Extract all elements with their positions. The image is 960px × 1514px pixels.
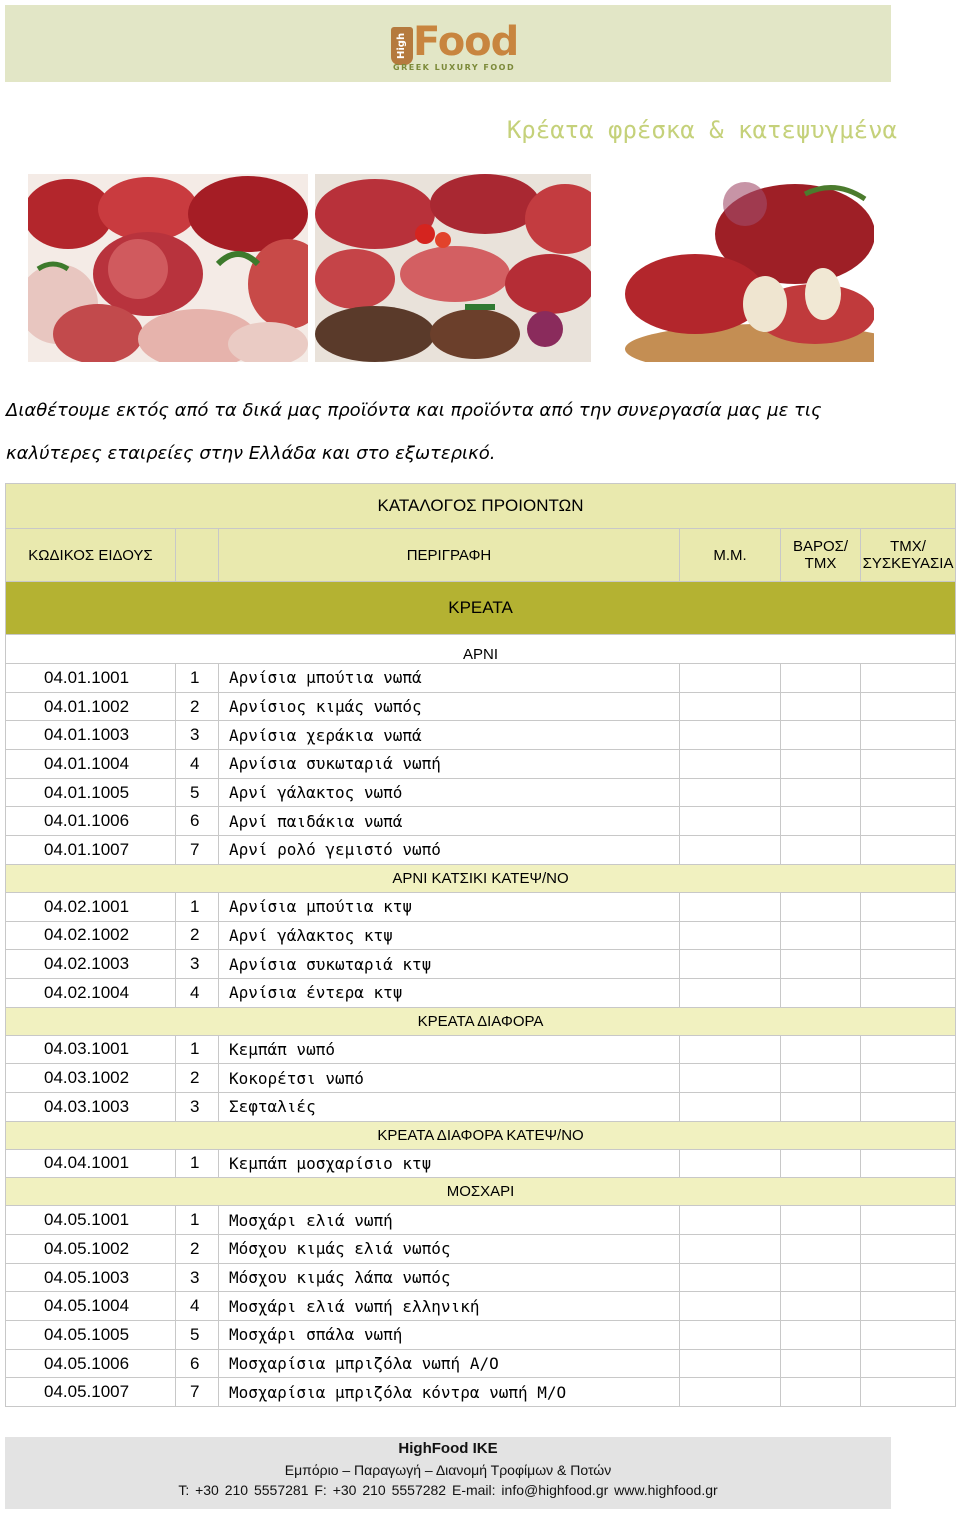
subcategory-name: ΚΡΕΑΤΑ ΔΙΑΦΟΡΑ: [6, 1007, 956, 1035]
item-code: 04.05.1002: [6, 1235, 176, 1264]
item-number: 7: [176, 836, 219, 865]
item-weight: [781, 892, 861, 921]
item-description: Κεμπάπ μοσχαρίσιο κτψ: [219, 1149, 680, 1178]
table-row: [6, 692, 956, 721]
item-description: Κοκορέτσι νωπό: [219, 1064, 680, 1093]
item-weight: [781, 692, 861, 721]
table-row: [6, 1263, 956, 1292]
table-row: [6, 836, 956, 865]
item-description: Αρνίσια χεράκια νωπά: [219, 721, 680, 750]
column-header-pack-line1: ΤΜΧ/: [890, 538, 926, 555]
item-unit: [680, 921, 781, 950]
table-row: [6, 1292, 956, 1321]
item-unit: [680, 950, 781, 979]
subcategory-row: [6, 635, 956, 664]
item-code: 04.04.1001: [6, 1149, 176, 1178]
item-unit: [680, 836, 781, 865]
catalog-title-row: [6, 484, 956, 529]
item-number: 5: [176, 778, 219, 807]
item-description: Αρνίσια έντερα κτψ: [219, 978, 680, 1007]
table-row: [6, 1064, 956, 1093]
item-number: 2: [176, 1064, 219, 1093]
item-pack: [861, 978, 956, 1007]
item-unit: [680, 1235, 781, 1264]
item-pack: [861, 892, 956, 921]
item-number: 2: [176, 921, 219, 950]
table-row: [6, 1035, 956, 1064]
column-header-unit: Μ.Μ.: [680, 529, 781, 582]
item-number: 1: [176, 1206, 219, 1235]
item-pack: [861, 692, 956, 721]
logo-food-text: Food: [413, 19, 519, 65]
item-unit: [680, 750, 781, 779]
logo-high-badge: High: [391, 27, 413, 65]
item-pack: [861, 1263, 956, 1292]
item-description: Αρνίσια συκωταριά κτψ: [219, 950, 680, 979]
item-pack: [861, 1292, 956, 1321]
item-pack: [861, 664, 956, 693]
table-row: [6, 750, 956, 779]
item-unit: [680, 1092, 781, 1121]
item-code: 04.03.1002: [6, 1064, 176, 1093]
item-unit: [680, 978, 781, 1007]
item-number: 6: [176, 807, 219, 836]
item-code: 04.02.1003: [6, 950, 176, 979]
item-description: Αρνίσια μπούτια νωπά: [219, 664, 680, 693]
item-code: 04.05.1007: [6, 1378, 176, 1407]
table-row: [6, 950, 956, 979]
item-number: 4: [176, 978, 219, 1007]
item-description: Αρνίσιος κιμάς νωπός: [219, 692, 680, 721]
intro-line-2: καλύτερες εταιρείες στην Ελλάδα και στο εξωτερικό.: [6, 443, 496, 464]
item-description: Αρνί παιδάκια νωπά: [219, 807, 680, 836]
meat-photo-beef-garlic: [615, 174, 874, 362]
item-unit: [680, 1149, 781, 1178]
logo-tagline: GREEK LUXURY FOOD: [393, 63, 516, 72]
item-unit: [680, 721, 781, 750]
item-weight: [781, 836, 861, 865]
item-code: 04.05.1005: [6, 1321, 176, 1350]
item-number: 7: [176, 1378, 219, 1407]
item-description: Μοσχαρίσια μπριζόλα κόντρα νωπή Μ/Ο: [219, 1378, 680, 1407]
item-code: 04.03.1003: [6, 1092, 176, 1121]
item-pack: [861, 1206, 956, 1235]
item-pack: [861, 778, 956, 807]
item-weight: [781, 750, 861, 779]
column-header-description: ΠΕΡΙΓΡΑΦΗ: [219, 529, 680, 582]
table-row: [6, 1378, 956, 1407]
table-row: [6, 1092, 956, 1121]
item-unit: [680, 1349, 781, 1378]
table-row: [6, 778, 956, 807]
item-number: 1: [176, 892, 219, 921]
table-row: [6, 1206, 956, 1235]
table-row: [6, 1349, 956, 1378]
item-unit: [680, 664, 781, 693]
item-number: 4: [176, 1292, 219, 1321]
subcategory-name: ΚΡΕΑΤΑ ΔΙΑΦΟΡΑ ΚΑΤΕΨ/ΝΟ: [6, 1121, 956, 1149]
item-code: 04.05.1004: [6, 1292, 176, 1321]
item-description: Μόσχου κιμάς ελιά νωπός: [219, 1235, 680, 1264]
table-row: [6, 892, 956, 921]
category-name: ΚΡΕΑΤΑ: [6, 582, 956, 635]
item-code: 04.01.1002: [6, 692, 176, 721]
item-weight: [781, 1292, 861, 1321]
table-row: [6, 721, 956, 750]
subcategory-name: ΑΡΝΙ: [6, 635, 956, 664]
item-number: 1: [176, 1149, 219, 1178]
item-weight: [781, 1064, 861, 1093]
column-header-blank: [176, 529, 219, 582]
item-weight: [781, 721, 861, 750]
column-header-weight-line1: ΒΑΡΟΣ/: [792, 538, 849, 555]
item-weight: [781, 978, 861, 1007]
item-unit: [680, 1292, 781, 1321]
item-code: 04.02.1002: [6, 921, 176, 950]
product-catalog-table: [5, 483, 956, 1407]
table-row: [6, 807, 956, 836]
item-pack: [861, 1149, 956, 1178]
subcategory-row: [6, 1178, 956, 1206]
table-row: [6, 1235, 956, 1264]
item-code: 04.01.1006: [6, 807, 176, 836]
meat-photo-steaks: [315, 174, 591, 362]
item-weight: [781, 1235, 861, 1264]
column-header-weight-line2: ΤΜΧ: [804, 555, 837, 572]
item-weight: [781, 1378, 861, 1407]
item-pack: [861, 1378, 956, 1407]
page-title: Κρέατα φρέσκα & κατεψυγμένα: [506, 116, 897, 144]
item-weight: [781, 664, 861, 693]
item-weight: [781, 1149, 861, 1178]
item-pack: [861, 1064, 956, 1093]
item-code: 04.05.1003: [6, 1263, 176, 1292]
item-number: 5: [176, 1321, 219, 1350]
column-header-row: [6, 529, 956, 582]
item-weight: [781, 1035, 861, 1064]
intro-line-1: Διαθέτουμε εκτός από τα δικά μας προϊόντα και προϊόντα από την συνεργασία μας με τις: [6, 400, 822, 421]
table-row: [6, 978, 956, 1007]
item-description: Κεμπάπ νωπό: [219, 1035, 680, 1064]
item-description: Αρνί γάλακτος νωπό: [219, 778, 680, 807]
item-number: 3: [176, 1263, 219, 1292]
item-pack: [861, 1035, 956, 1064]
column-header-code: ΚΩΔΙΚΟΣ ΕΙΔΟΥΣ: [6, 529, 176, 582]
item-unit: [680, 892, 781, 921]
footer-band: [5, 1437, 891, 1509]
item-pack: [861, 750, 956, 779]
table-row: [6, 664, 956, 693]
item-weight: [781, 1349, 861, 1378]
item-pack: [861, 950, 956, 979]
item-unit: [680, 1206, 781, 1235]
item-number: 3: [176, 1092, 219, 1121]
item-number: 2: [176, 1235, 219, 1264]
subcategory-name: ΜΟΣΧΑΡΙ: [6, 1178, 956, 1206]
item-pack: [861, 836, 956, 865]
item-code: 04.03.1001: [6, 1035, 176, 1064]
item-pack: [861, 1349, 956, 1378]
category-row: [6, 582, 956, 635]
item-unit: [680, 1263, 781, 1292]
item-weight: [781, 1206, 861, 1235]
item-description: Μοσχάρι σπάλα νωπή: [219, 1321, 680, 1350]
item-description: Αρνί γάλακτος κτψ: [219, 921, 680, 950]
item-pack: [861, 807, 956, 836]
item-code: 04.01.1005: [6, 778, 176, 807]
item-weight: [781, 807, 861, 836]
item-code: 04.01.1003: [6, 721, 176, 750]
footer-contact: T: +30 210 5557281 F: +30 210 5557282 E-mail: info@highfood.gr www.highfood.gr: [178, 1482, 718, 1498]
item-description: Αρνίσια μπούτια κτψ: [219, 892, 680, 921]
item-number: 6: [176, 1349, 219, 1378]
item-description: Μοσχάρι ελιά νωπή: [219, 1206, 680, 1235]
item-unit: [680, 807, 781, 836]
item-code: 04.02.1001: [6, 892, 176, 921]
column-header-weight: [781, 529, 861, 582]
item-description: Μόσχου κιμάς λάπα νωπός: [219, 1263, 680, 1292]
item-number: 1: [176, 664, 219, 693]
item-number: 3: [176, 721, 219, 750]
meat-photo-assorted: [28, 174, 308, 362]
header-band: [5, 5, 891, 82]
item-weight: [781, 778, 861, 807]
item-pack: [861, 1092, 956, 1121]
item-description: Σεφταλιές: [219, 1092, 680, 1121]
item-pack: [861, 1321, 956, 1350]
item-pack: [861, 721, 956, 750]
subcategory-row: [6, 1121, 956, 1149]
item-number: 4: [176, 750, 219, 779]
item-description: Μοσχαρίσια μπριζόλα νωπή Α/Ο: [219, 1349, 680, 1378]
item-unit: [680, 1035, 781, 1064]
item-code: 04.05.1001: [6, 1206, 176, 1235]
item-weight: [781, 950, 861, 979]
subcategory-row: [6, 864, 956, 892]
item-code: 04.02.1004: [6, 978, 176, 1007]
item-code: 04.01.1007: [6, 836, 176, 865]
catalog-title: ΚΑΤΑΛΟΓΟΣ ΠΡΟΙΟΝΤΩΝ: [6, 484, 956, 529]
item-description: Αρνίσια συκωταριά νωπή: [219, 750, 680, 779]
item-weight: [781, 1263, 861, 1292]
item-code: 04.01.1004: [6, 750, 176, 779]
item-number: 3: [176, 950, 219, 979]
highfood-logo: [391, 19, 519, 77]
subcategory-row: [6, 1007, 956, 1035]
column-header-pack: [861, 529, 956, 582]
item-unit: [680, 1378, 781, 1407]
item-weight: [781, 1092, 861, 1121]
item-code: 04.05.1006: [6, 1349, 176, 1378]
item-weight: [781, 1321, 861, 1350]
item-unit: [680, 1064, 781, 1093]
table-row: [6, 1149, 956, 1178]
table-row: [6, 921, 956, 950]
item-weight: [781, 921, 861, 950]
item-description: Μοσχάρι ελιά νωπή ελληνική: [219, 1292, 680, 1321]
item-pack: [861, 1235, 956, 1264]
footer-subtitle: Εμπόριο – Παραγωγή – Διανομή Τροφίμων & Ποτών: [284, 1462, 612, 1478]
table-row: [6, 1321, 956, 1350]
item-description: Αρνί ρολό γεμιστό νωπό: [219, 836, 680, 865]
footer-company: HighFood IKE: [398, 1440, 498, 1457]
column-header-pack-line2: ΣΥΣΚΕΥΑΣΙΑ: [862, 555, 954, 572]
item-number: 2: [176, 692, 219, 721]
item-unit: [680, 692, 781, 721]
subcategory-name: ΑΡΝΙ ΚΑΤΣΙΚΙ ΚΑΤΕΨ/ΝΟ: [6, 864, 956, 892]
item-code: 04.01.1001: [6, 664, 176, 693]
item-number: 1: [176, 1035, 219, 1064]
item-pack: [861, 921, 956, 950]
item-unit: [680, 1321, 781, 1350]
item-unit: [680, 778, 781, 807]
